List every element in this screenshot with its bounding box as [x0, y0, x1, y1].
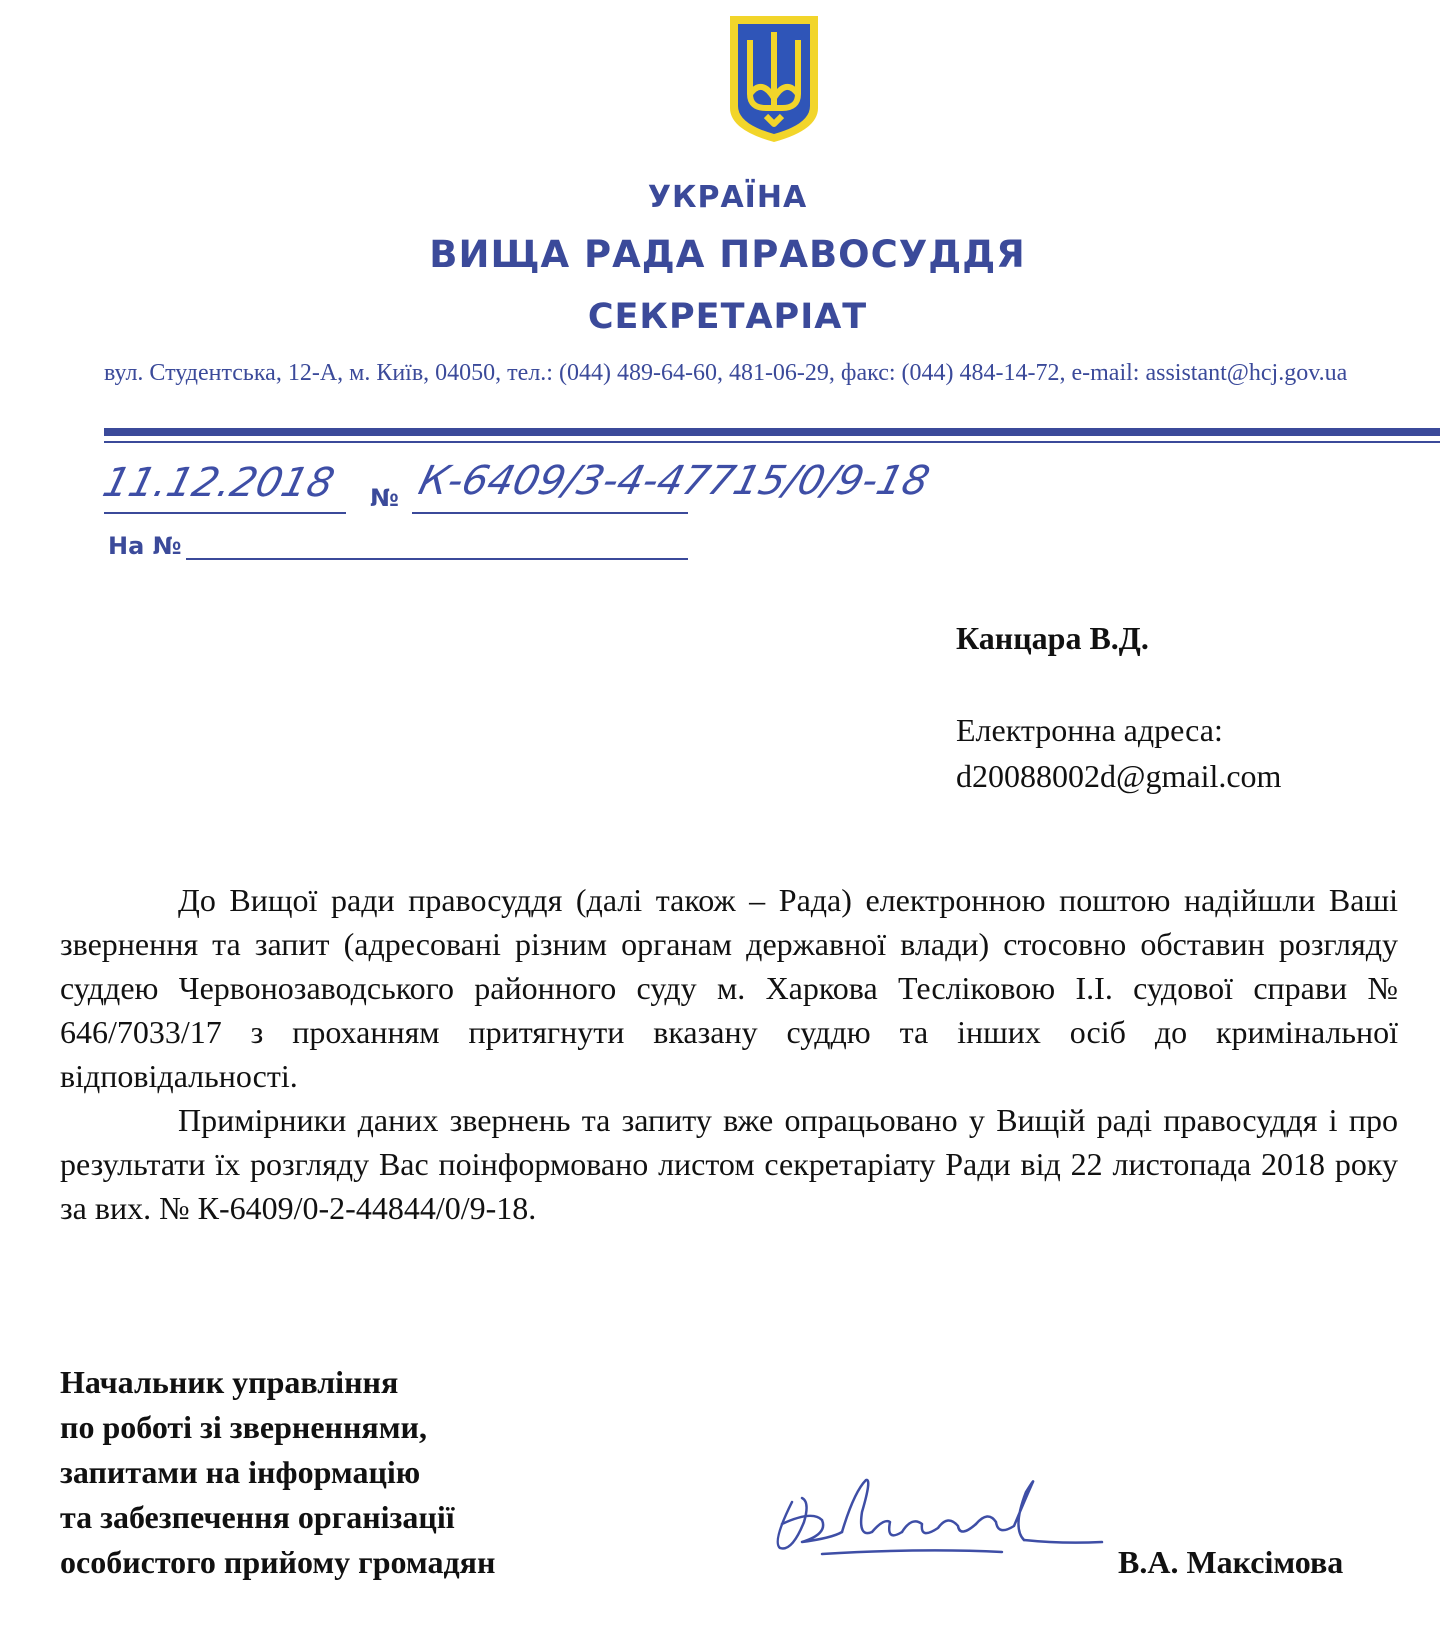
signatory-title-line: особистого прийому громадян [60, 1544, 496, 1580]
date-field-line [104, 512, 346, 514]
letterhead-rule-thick [104, 428, 1440, 436]
coat-of-arms-icon [726, 12, 822, 144]
reply-to-field-line [186, 558, 688, 560]
body-paragraph-2: Примірники даних звернень та запиту вже опрацьовано у Вищій раді правосуддя і про результати їх розгляду Вас поінформовано листом секретаріату Ради від 22 листопада 2018 року за вих. № К-6409/0-2-44844/0/9-18. [60, 1102, 1398, 1226]
handwritten-reference-number: К-6409/3-4-47715/0/9-18 [414, 458, 935, 504]
letterhead-rule-thin [104, 441, 1440, 443]
recipient-email-label: Електронна адреса: [956, 712, 1223, 748]
recipient-email: d20088002d@gmail.com [956, 758, 1282, 794]
signatory-title-line: та забезпечення організації [60, 1499, 455, 1535]
handwritten-signature-icon [762, 1462, 1112, 1582]
signatory-title-line: запитами на інформацію [60, 1454, 421, 1490]
number-label: № [370, 484, 399, 512]
letterhead-address: вул. Студентська, 12-А, м. Київ, 04050, тел.: (044) 489-64-60, 481-06-29, факс: (044) 484-14-72, e-mail: assistant@hcj.gov.ua [104, 360, 1348, 386]
letterhead-organization: ВИЩА РАДА ПРАВОСУДДЯ [429, 233, 1026, 276]
reply-to-label: На № [108, 532, 182, 560]
letter-body [60, 878, 1398, 1230]
signatory-title-line: Начальник управління [60, 1364, 399, 1400]
letterhead-department: СЕКРЕТАРІАТ [587, 297, 868, 337]
signatory-title-line: по роботі зі зверненнями, [60, 1409, 427, 1445]
signatory-name: В.А. Максімова [1118, 1544, 1344, 1580]
signatory-title [60, 1360, 495, 1585]
body-paragraph-1: До Вищої ради правосуддя (далі також – Рада) електронною поштою надійшли Ваші звернення та запит (адресовані різним органам державної влади) стосовно обставин розгляду суддею Червонозаводського районного суду м. Харкова Тесліковою І.І. судової справи № 646/7033/17 з проханням притягнути вказану суддю та інших осіб до кримінальної відповідальності. [60, 882, 1398, 1094]
number-field-line [412, 512, 688, 514]
handwritten-date: 11.12.2018 [98, 460, 339, 506]
letterhead-country: УКРАЇНА [647, 180, 808, 215]
recipient-name: Канцара В.Д. [956, 620, 1149, 656]
